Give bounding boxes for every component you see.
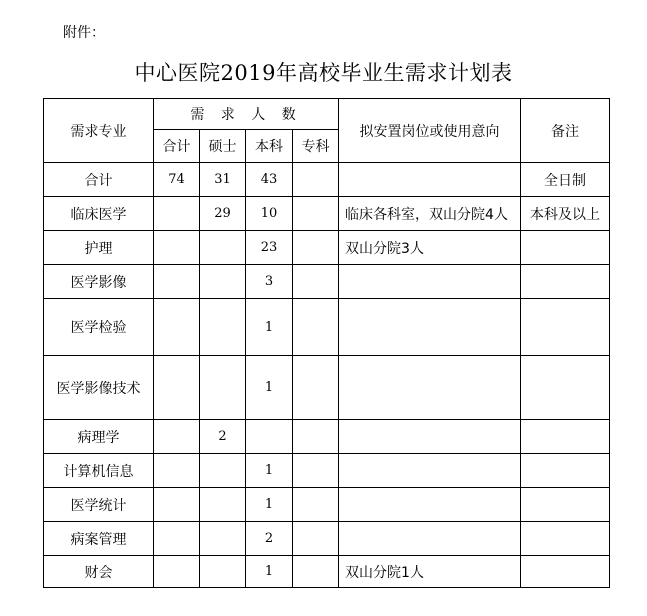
header-row-top [44, 99, 610, 130]
cell-master [200, 356, 246, 420]
cell-master [200, 454, 246, 488]
header-major: 需求专业 [44, 99, 154, 163]
cell-major: 医学统计 [44, 488, 154, 522]
table-row [44, 299, 610, 356]
cell-total [154, 556, 200, 588]
cell-college [293, 163, 339, 197]
cell-major: 医学影像 [44, 265, 154, 299]
cell-master [200, 556, 246, 588]
cell-remark [521, 299, 610, 356]
table-row [44, 163, 610, 197]
cell-college [293, 488, 339, 522]
cell-position [339, 488, 521, 522]
cell-master [200, 231, 246, 265]
cell-major: 财会 [44, 556, 154, 588]
cell-bachelor: 3 [246, 265, 293, 299]
cell-total [154, 454, 200, 488]
table-row [44, 356, 610, 420]
cell-major: 合计 [44, 163, 154, 197]
cell-total [154, 420, 200, 454]
cell-college [293, 356, 339, 420]
cell-bachelor [246, 420, 293, 454]
cell-college [293, 299, 339, 356]
header-bachelor: 本科 [246, 130, 293, 163]
cell-remark [521, 420, 610, 454]
cell-position: 双山分院1人 [339, 556, 521, 588]
cell-master [200, 488, 246, 522]
cell-total [154, 231, 200, 265]
cell-major: 病理学 [44, 420, 154, 454]
cell-position [339, 522, 521, 556]
cell-college [293, 197, 339, 231]
cell-remark: 全日制 [521, 163, 610, 197]
cell-bachelor: 1 [246, 454, 293, 488]
cell-position [339, 420, 521, 454]
cell-college [293, 556, 339, 588]
cell-total [154, 299, 200, 356]
header-demand: 需 求 人 数 [154, 99, 339, 130]
header-total: 合计 [154, 130, 200, 163]
cell-total [154, 522, 200, 556]
cell-master [200, 522, 246, 556]
cell-remark: 本科及以上 [521, 197, 610, 231]
cell-major: 计算机信息 [44, 454, 154, 488]
cell-total: 74 [154, 163, 200, 197]
header-master: 硕士 [200, 130, 246, 163]
header-remark: 备注 [521, 99, 610, 163]
table-row [44, 522, 610, 556]
cell-college [293, 231, 339, 265]
cell-bachelor: 23 [246, 231, 293, 265]
cell-remark [521, 488, 610, 522]
cell-position [339, 356, 521, 420]
cell-position [339, 163, 521, 197]
cell-college [293, 420, 339, 454]
header-college: 专科 [293, 130, 339, 163]
attachment-label: 附件： [63, 25, 105, 41]
cell-major: 医学检验 [44, 299, 154, 356]
table-row [44, 197, 610, 231]
table-row [44, 454, 610, 488]
cell-college [293, 454, 339, 488]
page-title: 中心医院2019年高校毕业生需求计划表 [134, 61, 513, 85]
cell-bachelor: 1 [246, 299, 293, 356]
table-row [44, 488, 610, 522]
cell-major: 病案管理 [44, 522, 154, 556]
cell-bachelor: 1 [246, 356, 293, 420]
header-position: 拟安置岗位或使用意向 [339, 99, 521, 163]
cell-remark [521, 522, 610, 556]
cell-total [154, 265, 200, 299]
cell-major: 医学影像技术 [44, 356, 154, 420]
cell-bachelor: 1 [246, 556, 293, 588]
cell-major: 临床医学 [44, 197, 154, 231]
cell-bachelor: 2 [246, 522, 293, 556]
cell-total [154, 488, 200, 522]
cell-remark [521, 231, 610, 265]
cell-remark [521, 265, 610, 299]
cell-remark [521, 556, 610, 588]
cell-bachelor: 1 [246, 488, 293, 522]
cell-bachelor: 10 [246, 197, 293, 231]
cell-master: 29 [200, 197, 246, 231]
table-row [44, 556, 610, 588]
table-row [44, 231, 610, 265]
cell-position [339, 265, 521, 299]
table-row [44, 420, 610, 454]
demand-plan-table [43, 98, 610, 588]
cell-position [339, 454, 521, 488]
cell-remark [521, 356, 610, 420]
cell-position: 临床各科室，双山分院4人 [339, 197, 521, 231]
cell-position [339, 299, 521, 356]
cell-total [154, 356, 200, 420]
cell-bachelor: 43 [246, 163, 293, 197]
cell-major: 护理 [44, 231, 154, 265]
cell-college [293, 265, 339, 299]
cell-master [200, 265, 246, 299]
cell-college [293, 522, 339, 556]
cell-remark [521, 454, 610, 488]
cell-master [200, 299, 246, 356]
cell-position: 双山分院3人 [339, 231, 521, 265]
cell-master: 2 [200, 420, 246, 454]
cell-total [154, 197, 200, 231]
cell-master: 31 [200, 163, 246, 197]
table-row [44, 265, 610, 299]
